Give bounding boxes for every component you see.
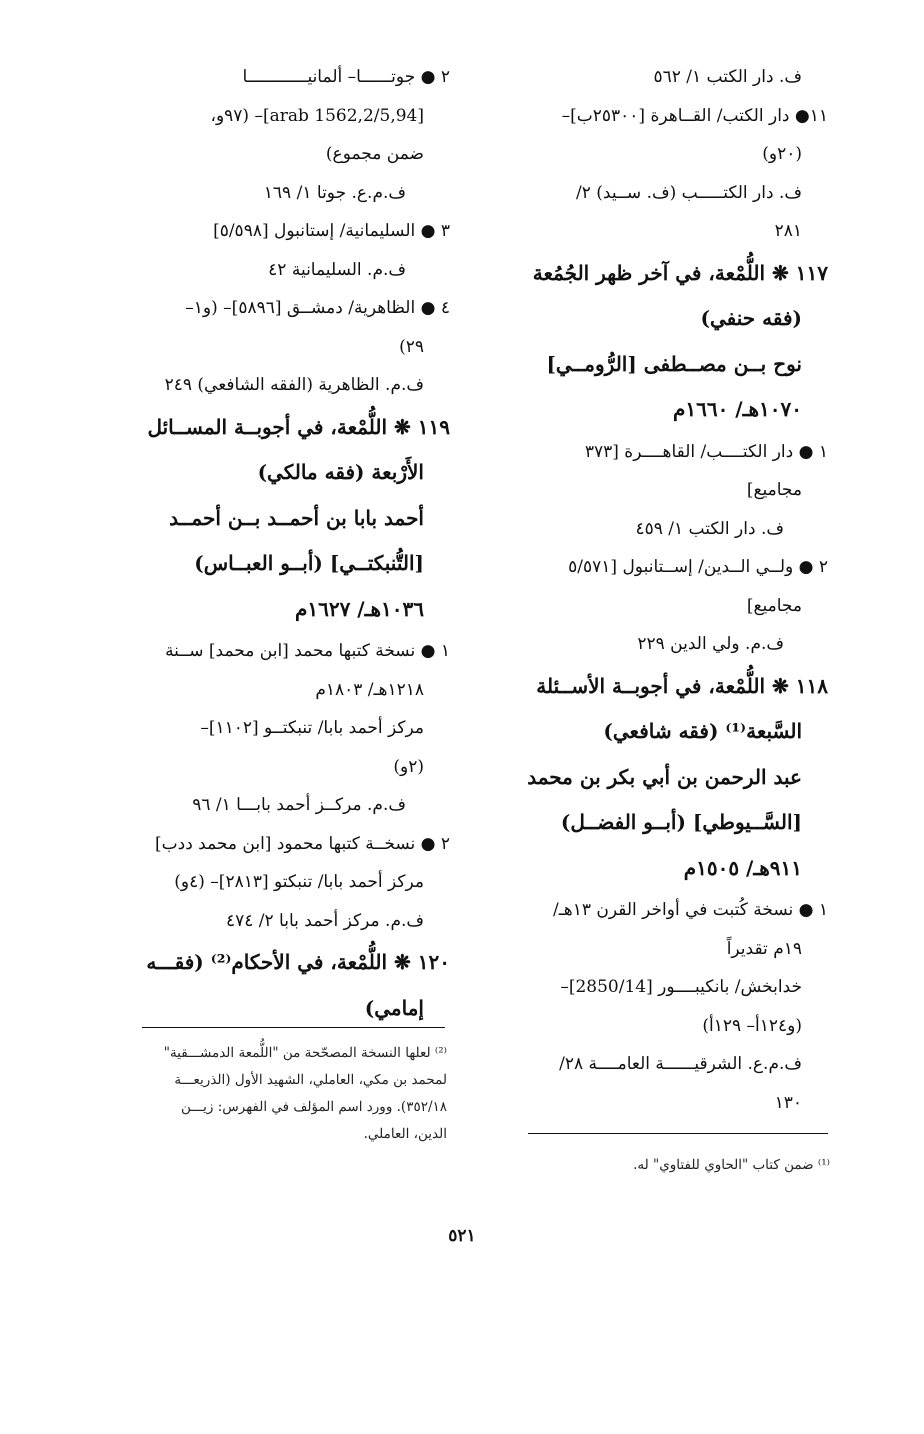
page-number: ٥٢١ (448, 1226, 476, 1246)
entry-line: (٢٠و) (762, 144, 802, 164)
entry-heading-line: إمامي) (364, 995, 424, 1020)
entry-heading-line: ١٠٣٦هـ/ ١٦٢٧م (294, 596, 424, 621)
entry-line: ف.م.ع. جوتا ١/ ١٦٩ (263, 182, 406, 203)
entry-heading-line: ١١٧ ❋ اللُّمْعة، في آخر ظهر الجُمُعة (532, 260, 828, 285)
footnote-line: ٣٥٢/١٨). وورد اسم المؤلف في الفهرس: زيـــن (181, 1099, 447, 1115)
entry-line: ف.م. الظاهرية (الفقه الشافعي) ٢٤٩ (164, 375, 424, 395)
entry-line: ١ ● دار الكتــــب/ القاهــــرة [٣٧٣ (584, 441, 828, 462)
footnote-separator-left (142, 1027, 445, 1028)
footnote-line: لمحمد بن مكي، العاملي، الشهيد الأول (الذريعـــة (174, 1072, 447, 1088)
entry-line: ٢٩) (399, 336, 424, 357)
entry-line: ١ ● نسخة كتبها محمد [ابن محمد] ســنة (165, 641, 450, 661)
entry-line: ف.م. مركز أحمد بابا ٢/ ٤٧٤ (225, 910, 424, 931)
entry-line: خدابخش/ بانكيبــــور [2850/14]– (560, 977, 802, 997)
entry-heading-line: (فقه حنفي) (700, 306, 802, 330)
entry-line: ف. دار الكتب ١/ ٥٦٢ (653, 67, 802, 87)
entry-heading-line: نوح بــن مصــطفى [الرُّومــي] (546, 351, 802, 376)
entry-line: ف. دار الكتب ١/ ٤٥٩ (635, 518, 784, 539)
entry-line: ف.م. السليمانية ٤٢ (268, 259, 406, 280)
entry-line: ١ ● نسخة كُتبت في أواخر القرن ١٣هـ/ (553, 900, 828, 920)
entry-line: ف.م.ع. الشرقيــــــة العامــــة ٢٨/ (559, 1054, 802, 1074)
left-column (100, 58, 450, 1031)
right-column (478, 58, 828, 1122)
footnote-line: ⁽²⁾ لعلها النسخة المصحّحة من "اللُّمعة الدمشـــقية" (163, 1045, 447, 1061)
entry-heading-line: الأَرْبعة (فقه مالكي) (257, 460, 424, 484)
entry-line: ١٣٠ (774, 1092, 802, 1113)
entry-line: مجاميع] (746, 480, 802, 500)
entry-heading-line: أحمد بابا بن أحمــد بــن أحمــد (169, 505, 424, 530)
entry-line: ف.م. مركــز أحمد بابـــا ١/ ٩٦ (192, 795, 406, 815)
entry-line: ٤ ● الظاهرية/ دمشــق [٥٨٩٦]– (و١– (185, 298, 450, 318)
entry-line: مركز أحمد بابا/ تنبكتــو [١١٠٢]– (200, 718, 424, 738)
entry-heading-line: ٩١١هـ/ ١٥٠٥م (683, 855, 802, 880)
footnote-line: ⁽¹⁾ ضمن كتاب "الحاوي للفتاوي" له. (633, 1157, 830, 1173)
footnote-right (480, 1152, 830, 1179)
entry-heading-line: ١٢٠ ❋ اللُّمْعة، في الأحكام⁽²⁾ (فقـــه (146, 950, 450, 974)
entry-line: مركز أحمد بابا/ تنبكتو [٢٨١٣]– (٤و) (174, 872, 424, 892)
entry-heading-line: السَّبعة⁽¹⁾ (فقه شافعي) (603, 719, 802, 743)
entry-heading-line: عبد الرحمن بن أبي بكر بن محمد (527, 764, 802, 789)
entry-line: [94,arab 1562,2/5]– (٩٧و، (210, 105, 424, 126)
entry-heading-line: ١١٨ ❋ اللُّمْعة، في أجوبــة الأســئلة (536, 673, 828, 698)
entry-heading-line: ١٠٧٠هـ/ ١٦٦٠م (672, 397, 802, 421)
entry-heading-line: ١١٩ ❋ اللُّمْعة، في أجوبــة المســائل (147, 414, 450, 439)
entry-line: ٢ ● نسخــة كتبها محمود [ابن محمد ددب] (154, 833, 450, 854)
entry-line: مجاميع] (746, 595, 802, 616)
entry-heading-line: [التُّنبكتــي] (أبــو العبــاس) (194, 551, 424, 575)
entry-line: ضمن مجموع) (325, 144, 424, 164)
footnote-separator-right (528, 1133, 828, 1134)
entry-line: ٣ ● السليمانية/ إستانبول [٥/٥٩٨] (213, 221, 450, 241)
entry-line: ف. دار الكتـــــب (ف. ســيد) ٢/ (576, 182, 802, 203)
entry-line: ١١● دار الكتب/ القــاهرة [٢٥٣٠٠ب]– (561, 105, 828, 126)
entry-line: ٢ ● ولــي الــدين/ إســتانبول [٥/٥٧١ (568, 557, 828, 577)
entry-line: ٢٨١ (774, 221, 802, 241)
entry-line: ١٩م تقديراً (726, 938, 802, 959)
entry-line: (و١٢٤أ– ١٢٩أ) (702, 1015, 802, 1036)
footnote-line: الدين، العاملي. (363, 1126, 447, 1142)
footnote-left (95, 1040, 447, 1148)
entry-line: (٢و) (393, 756, 424, 777)
entry-line: ف.م. ولي الدين ٢٢٩ (637, 634, 784, 654)
entry-line: ١٢١٨هـ/ ١٨٠٣م (315, 679, 424, 700)
entry-heading-line: [السَّــيوطي] (أبــو الفضــل) (560, 810, 802, 834)
entry-line: ٢ ● جوتــــــا– ألمانيــــــــــــا (242, 67, 450, 87)
